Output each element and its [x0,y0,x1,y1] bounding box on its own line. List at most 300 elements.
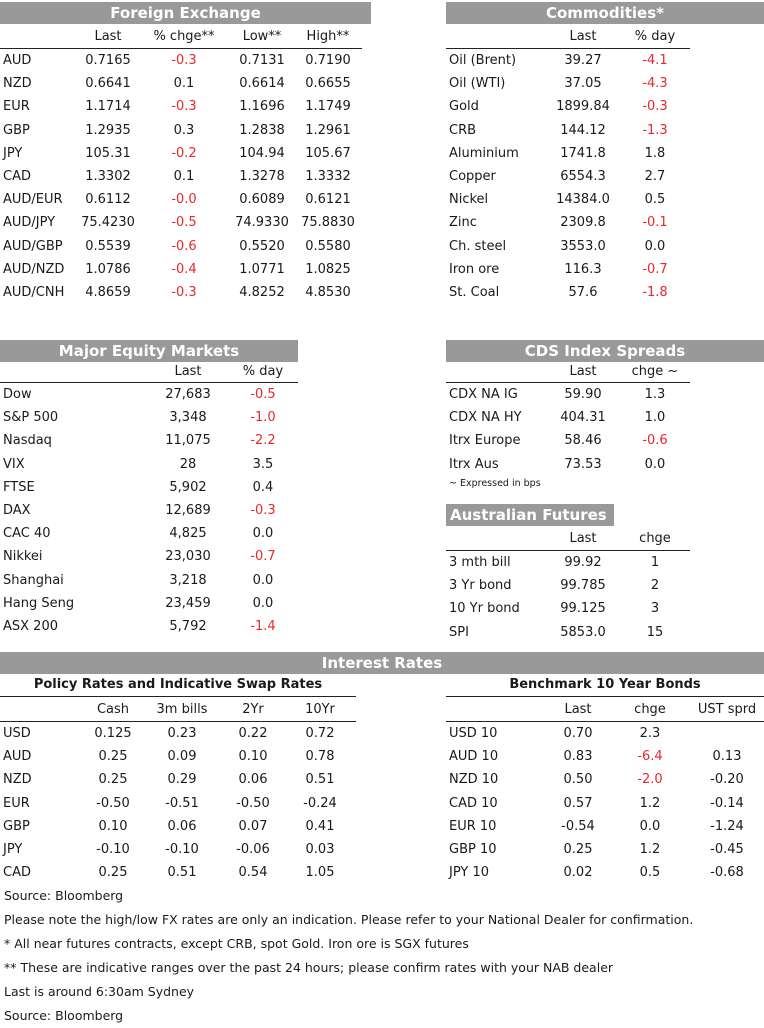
table-cell: 0.06 [167,818,197,834]
table-cell: 0.0 [644,238,666,254]
footer-line: Please note the high/low FX rates are only an indication. Please refer to your National Dealer for confirmation. [4,912,694,927]
table-row [0,383,298,407]
table-row [446,574,690,597]
table-cell: 99.785 [560,578,606,594]
table-cell: 5853.0 [560,624,606,640]
row-label: Gold [449,99,479,115]
table-cell: -1.0 [250,410,276,426]
table-cell: 4,825 [169,526,207,542]
fx-col-low: Low** [242,28,282,44]
cds-col-last: Last [569,364,597,379]
table-cell: -2.2 [250,433,276,449]
futures-title: Australian Futures [446,504,614,526]
table-row [446,383,690,407]
table-cell: -0.54 [561,818,595,834]
fx-col-chge: % chge** [153,28,215,44]
table-row [446,597,690,620]
table-cell: -0.50 [236,795,270,811]
table-cell: 1741.8 [560,145,606,161]
table-cell: 0.3 [173,122,195,138]
futures-col-chge: chge [639,530,671,546]
table-row [0,453,298,476]
row-label: EUR 10 [449,818,497,834]
row-label: EUR [3,99,30,115]
table-cell: -0.7 [250,549,276,565]
fx-header-row [0,24,362,49]
table-cell: 6554.3 [560,169,606,185]
table-row [0,861,356,884]
row-label: AUD/EUR [3,192,63,208]
table-cell: 0.0 [639,818,661,834]
cds-note: ~ Expressed in bps [449,477,541,489]
commodities-panel [446,2,764,304]
table-cell: 0.51 [305,772,335,788]
commodities-header-row [446,24,690,49]
table-cell: 0.23 [167,726,197,742]
row-label: Shanghai [3,572,64,588]
row-label: FTSE [3,479,35,495]
table-cell: -2.0 [637,772,663,788]
table-cell: 0.5 [644,192,666,208]
table-cell: 105.67 [305,145,351,161]
row-label: Oil (Brent) [449,53,517,69]
table-cell: 0.6112 [85,192,131,208]
table-row [446,281,690,304]
table-row [446,815,764,838]
table-cell: 1.0771 [239,261,285,277]
cds-col-name [446,362,546,383]
table-cell: 37.05 [564,76,602,92]
policy-rates-table [0,697,356,884]
table-cell: 2309.8 [560,215,606,231]
table-cell: -0.50 [96,795,130,811]
table-row [446,72,690,95]
table-cell: 1.1714 [85,99,131,115]
bonds-section [446,674,764,884]
table-row [446,861,764,884]
table-cell: 1.2935 [85,122,131,138]
row-label: Nikkei [3,549,43,565]
table-cell: 4.8530 [305,284,351,300]
commodities-title: Commodities* [446,2,764,24]
bonds-col-ust: UST sprd [697,701,757,717]
row-label: GBP [3,818,30,834]
table-cell: 1.05 [305,865,335,881]
table-row [0,476,298,499]
fx-table [0,24,362,304]
footer-line: Source: Bloomberg [4,888,124,903]
row-label: Itrx Europe [449,433,521,449]
table-cell: 0.50 [563,772,593,788]
table-row [0,592,298,615]
table-cell: 0.54 [238,865,268,881]
table-cell: 104.94 [239,145,285,161]
table-cell: 23,030 [165,549,211,565]
table-cell: -0.45 [710,842,744,858]
row-label: SPI [449,624,469,640]
table-cell: -0.3 [250,503,276,519]
table-row [446,722,764,746]
table-row [446,745,764,768]
table-row [446,235,690,258]
table-row [0,545,298,568]
row-label: GBP [3,122,30,138]
table-row [446,49,690,73]
policy-rates-subtitle: Policy Rates and Indicative Swap Rates [0,674,356,697]
table-cell: 3,218 [169,572,207,588]
table-cell: 27,683 [165,387,211,403]
row-label: CDX NA IG [449,387,518,403]
table-cell: -0.06 [236,842,270,858]
row-label: 10 Yr bond [449,601,520,617]
table-row [0,792,356,815]
table-row [0,235,362,258]
table-cell: -0.4 [171,261,197,277]
bonds-col-last: Last [564,701,592,717]
table-cell: 1.0825 [305,261,351,277]
table-cell: 3.5 [252,456,274,472]
policy-rates-header-row [0,697,356,722]
fx-col-high: High** [306,28,350,44]
table-row [0,72,362,95]
table-cell: -0.10 [96,842,130,858]
table-row [0,95,362,118]
table-cell: 0.70 [563,726,593,742]
futures-header-row [446,526,690,551]
table-cell: -0.2 [171,145,197,161]
policy-col-10yr: 10Yr [305,701,335,717]
equities-col-last: Last [174,364,202,379]
table-cell: 0.25 [98,865,128,881]
table-cell: 0.57 [563,795,593,811]
table-cell: 404.31 [560,410,606,426]
table-row [0,745,356,768]
row-label: AUD [3,53,32,69]
table-cell: 0.51 [167,865,197,881]
table-cell: 0.6121 [305,192,351,208]
table-cell: 0.0 [252,526,274,542]
table-cell: -0.51 [165,795,199,811]
table-cell: -0.5 [171,215,197,231]
row-label: EUR [3,795,30,811]
table-row [0,406,298,429]
table-cell: 105.31 [85,145,131,161]
table-cell: 2.7 [644,169,666,185]
footer-notes [4,884,693,1028]
table-cell: 5,902 [169,479,207,495]
table-cell: 1.2838 [239,122,285,138]
table-cell: 1.3302 [85,169,131,185]
table-row [446,142,690,165]
table-cell: 0.0 [252,595,274,611]
bonds-table [446,697,764,884]
futures-table [446,526,690,644]
table-cell: 0.03 [305,842,335,858]
table-cell: 0.25 [98,772,128,788]
table-cell: 0.29 [167,772,197,788]
table-cell: 74.9330 [235,215,289,231]
table-row [0,499,298,522]
table-cell: 0.83 [563,749,593,765]
table-cell: 0.7190 [305,53,351,69]
commodities-table [446,24,690,304]
row-label: NZD [3,76,32,92]
cds-title: CDS Index Spreads [446,340,764,362]
row-label: Zinc [449,215,477,231]
table-row [0,281,362,304]
row-label: AUD/JPY [3,215,56,231]
table-cell: 0.02 [563,865,593,881]
table-cell: -0.3 [171,99,197,115]
table-row [0,615,298,638]
table-cell: -1.24 [710,818,744,834]
row-label: 3 Yr bond [449,578,512,594]
table-cell: 0.5 [639,865,661,881]
row-label: CAD [3,169,31,185]
table-cell: 0.25 [563,842,593,858]
row-label: Itrx Aus [449,456,499,472]
table-cell: 0.10 [98,818,128,834]
equities-col-name [0,362,148,383]
table-row [446,165,690,188]
table-cell: 0.6655 [305,76,351,92]
table-cell: 0.78 [305,749,335,765]
table-row [0,142,362,165]
futures-panel [446,504,764,644]
table-cell: -1.8 [642,284,668,300]
row-label: St. Coal [449,284,500,300]
table-cell: 1.2961 [305,122,351,138]
table-cell: 0.1 [173,76,195,92]
table-cell: 11,075 [165,433,211,449]
table-cell: 1 [650,555,660,571]
table-row [446,95,690,118]
table-cell: 2 [650,578,660,594]
bonds-col-chge: chge [634,701,666,717]
equities-title: Major Equity Markets [0,340,298,362]
row-label: CAC 40 [3,526,51,542]
table-cell: 0.13 [712,749,742,765]
policy-col-3m: 3m bills [156,701,208,717]
row-label: GBP 10 [449,842,497,858]
table-cell: 1.3 [644,387,666,403]
table-cell: -0.24 [303,795,337,811]
table-cell: 12,689 [165,503,211,519]
table-cell: 5,792 [169,618,207,634]
table-cell: -0.1 [642,215,668,231]
table-cell: 1.0786 [85,261,131,277]
table-cell: 1.2 [639,795,661,811]
table-cell: 0.6641 [85,76,131,92]
bonds-header-row [446,697,764,722]
table-cell: -0.3 [171,284,197,300]
bonds-col-name [446,697,546,722]
fx-title: Foreign Exchange [0,2,371,24]
table-row [0,522,298,545]
table-cell: 3 [650,601,660,617]
equities-header-row [0,362,298,383]
row-label: Oil (WTI) [449,76,506,92]
table-cell: -0.3 [642,99,668,115]
futures-col-last: Last [569,530,597,546]
table-row [446,258,690,281]
table-cell: -0.68 [710,865,744,881]
table-cell [690,722,764,746]
policy-rates-section [0,674,356,884]
table-row [0,429,298,452]
footer-line: Source: Bloomberg [4,1008,124,1023]
table-cell: -4.3 [642,76,668,92]
table-cell: -4.1 [642,53,668,69]
row-label: JPY 10 [449,865,490,881]
table-cell: 58.46 [564,433,602,449]
table-cell: 0.25 [98,749,128,765]
table-cell: 0.09 [167,749,197,765]
row-label: Ch. steel [449,238,507,254]
row-label: Copper [449,169,496,185]
table-row [446,551,690,575]
table-cell: 4.8659 [85,284,131,300]
table-cell: 39.27 [564,53,602,69]
table-cell: -0.5 [250,387,276,403]
footer-line: Last is around 6:30am Sydney [4,984,195,999]
table-row [0,165,362,188]
fx-panel [0,2,371,304]
row-label: NZD 10 [449,772,499,788]
table-row [446,768,764,791]
table-row [446,429,690,452]
table-cell: 23,459 [165,595,211,611]
table-cell: 0.7165 [85,53,131,69]
table-row [446,792,764,815]
commodities-col-day: % day [634,28,676,44]
table-row [0,211,362,234]
row-label: USD 10 [449,726,498,742]
table-cell: 59.90 [564,387,602,403]
table-row [446,838,764,861]
row-label: CAD [3,865,31,881]
row-label: ASX 200 [3,618,58,634]
table-cell: 0.22 [238,726,268,742]
table-cell: 0.6614 [239,76,285,92]
table-cell: 0.07 [238,818,268,834]
rates-panel [0,652,764,881]
table-cell: 14384.0 [556,192,610,208]
table-cell: -1.3 [642,122,668,138]
cds-header-row [446,362,690,383]
table-row [446,211,690,234]
row-label: CAD 10 [449,795,498,811]
table-cell: 116.3 [564,261,602,277]
table-row [0,49,362,73]
cds-col-chge: chge ~ [631,364,679,379]
equities-table [0,362,298,638]
table-cell: 15 [646,624,664,640]
table-cell: -0.10 [165,842,199,858]
fx-col-name [0,24,78,49]
table-cell: -0.0 [171,192,197,208]
table-cell: -0.3 [171,53,197,69]
table-row [0,768,356,791]
table-cell: -6.4 [637,749,663,765]
bonds-subtitle: Benchmark 10 Year Bonds [446,674,764,697]
table-cell: 1.1696 [239,99,285,115]
table-cell: 1.8 [644,145,666,161]
table-row [0,119,362,142]
table-cell: -0.6 [642,433,668,449]
table-cell: 0.7131 [239,53,285,69]
table-cell: 1.3278 [239,169,285,185]
table-cell: 1.2 [639,842,661,858]
table-cell: 0.125 [94,726,132,742]
row-label: AUD [3,749,32,765]
table-cell: 73.53 [564,456,602,472]
table-cell: 99.125 [560,601,606,617]
row-label: JPY [3,145,23,161]
table-row [446,453,690,476]
row-label: CRB [449,122,477,138]
table-cell: 1899.84 [556,99,610,115]
rates-title: Interest Rates [0,652,764,674]
table-row [446,406,690,429]
row-label: Dow [3,387,32,403]
table-row [446,119,690,142]
table-cell: 0.0 [252,572,274,588]
row-label: Hang Seng [3,595,75,611]
futures-col-name [446,526,546,551]
table-cell: 57.6 [568,284,598,300]
table-cell: 1.3332 [305,169,351,185]
table-cell: 2.3 [639,726,661,742]
row-label: AUD/CNH [3,284,65,300]
row-label: S&P 500 [3,410,59,426]
table-cell: 0.06 [238,772,268,788]
table-cell: 28 [179,456,197,472]
equities-col-day: % day [242,364,284,379]
table-cell: -0.6 [171,238,197,254]
table-cell: 75.8830 [301,215,355,231]
cds-table [446,362,690,476]
row-label: VIX [3,456,25,472]
table-cell: 0.41 [305,818,335,834]
table-cell: 3553.0 [560,238,606,254]
commodities-col-name [446,24,546,49]
table-cell: -0.14 [710,795,744,811]
row-label: AUD 10 [449,749,499,765]
table-cell: 99.92 [564,555,602,571]
row-label: AUD/GBP [3,238,63,254]
table-cell: 75.4230 [81,215,135,231]
footer-line: ** These are indicative ranges over the past 24 hours; please confirm rates with your NAB dealer [4,960,614,975]
row-label: Iron ore [449,261,500,277]
table-cell: -1.4 [250,618,276,634]
fx-col-last: Last [94,28,122,44]
row-label: USD [3,726,31,742]
table-row [0,815,356,838]
row-label: JPY [3,842,23,858]
footer-line: * All near futures contracts, except CRB, spot Gold. Iron ore is SGX futures [4,936,469,951]
row-label: NZD [3,772,32,788]
table-cell: 4.8252 [239,284,285,300]
row-label: CDX NA HY [449,410,522,426]
table-cell: 0.5580 [305,238,351,254]
row-label: 3 mth bill [449,555,511,571]
row-label: Aluminium [449,145,519,161]
table-row [0,258,362,281]
row-label: AUD/NZD [3,261,65,277]
table-row [0,569,298,592]
table-row [0,188,362,211]
